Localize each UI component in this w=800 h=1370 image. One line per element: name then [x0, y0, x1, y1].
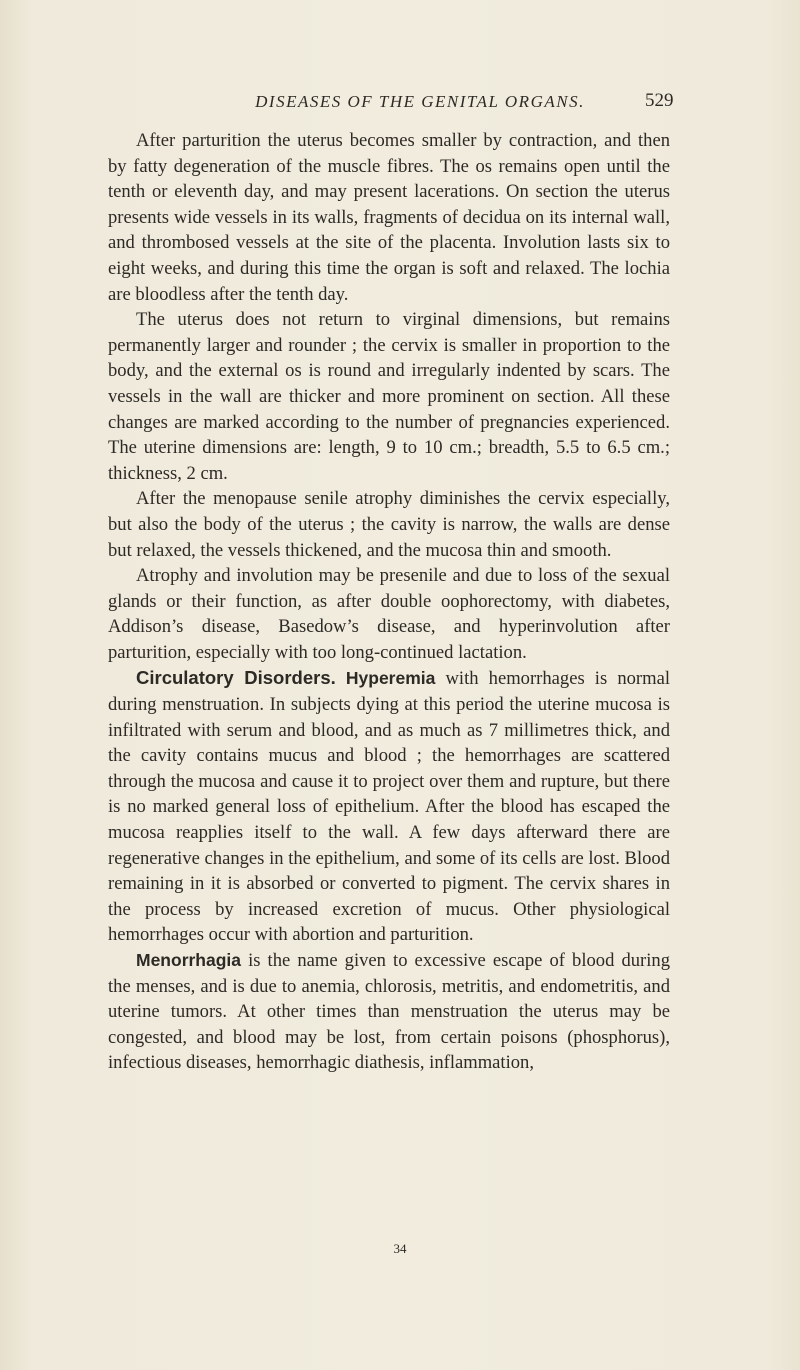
body-text: [108, 128, 670, 1076]
paragraph: [108, 307, 670, 486]
page-number: 529: [645, 90, 674, 111]
running-title: DISEASES OF THE GENITAL ORGANS.: [255, 92, 585, 111]
paragraph: [108, 128, 670, 307]
paragraph: [108, 665, 670, 948]
paragraph: [108, 486, 670, 563]
signature-mark: 34: [393, 1241, 407, 1256]
paragraph: [108, 563, 670, 665]
paragraph-text: with hemorrhages is normal during menstruation. In subjects dying at this period the uterine mucosa is infiltrated with serum and blood, and as much as 7 millimetres thick, and the cavity contains mucus and blood ; the hemorrhages are scattered through the mucosa and cause it to project over them and rupture, but there is no marked general loss of epithelium. After the blood has escaped the mucosa reapplies itself to the wall. A few days afterward there are regenerative changes in the epithelium, and some of its cells are lost. Blood remaining in it is absorbed or converted to pigment. The cervix shares in the process by increased excretion of mucus. Other physiological hemorrhages occur with abortion and parturition.: [108, 668, 670, 946]
run-in-heading: Hyperemia: [345, 668, 436, 689]
paragraph-text: The uterus does not return to virginal dimensions, but remains permanently larger and rounder ; the cervix is smaller in proportion to the body, and the external os is round and irregularly indented by scars. The vessels in the wall are thicker and more prominent on section. All these changes are marked according to the number of pregnancies experienced. The uterine dimensions are: length, 9 to 10 cm.; breadth, 5.5 to 6.5 cm.; thickness, 2 cm.: [108, 309, 670, 484]
paragraph-text: is the name given to excessive escape of blood during the menses, and is due to anemia, chlorosis, metritis, and endometritis, and uterine tumors. At other times than menstruation the uterus may be congested, and blood may be lost, from certain poisons (phosphorus), infectious diseases, hemorrhagic diathesis, inflammation,: [108, 950, 670, 1074]
paragraph-text: After the menopause senile atrophy diminishes the cervix especially, but also the body of the uterus ; the cavity is narrow, the walls are dense but relaxed, the vessels thickened, and the mucosa thin and smooth.: [108, 488, 670, 561]
run-in-heading: Menorrhagia: [136, 950, 242, 970]
section-heading: Circulatory Disorders.: [136, 667, 336, 689]
paragraph: [108, 948, 670, 1076]
paragraph-text: After parturition the uterus becomes smaller by contraction, and then by fatty degeneration of the muscle fibres. The os remains open until the tenth or eleventh day, and may present lacerations. On section the uterus presents wide vessels in its walls, fragments of decidua on its internal wall, and thrombosed vessels at the site of the placenta. Involution lasts six to eight weeks, and during this time the organ is soft and relaxed. The lochia are bloodless after the tenth day.: [108, 130, 670, 305]
paragraph-text: Atrophy and involution may be presenile and due to loss of the sexual glands or their function, as after double oophorectomy, with diabetes, Addison’s disease, Basedow’s disease, and hyperinvolution after parturition, especially with too long-continued lactation.: [108, 565, 670, 663]
